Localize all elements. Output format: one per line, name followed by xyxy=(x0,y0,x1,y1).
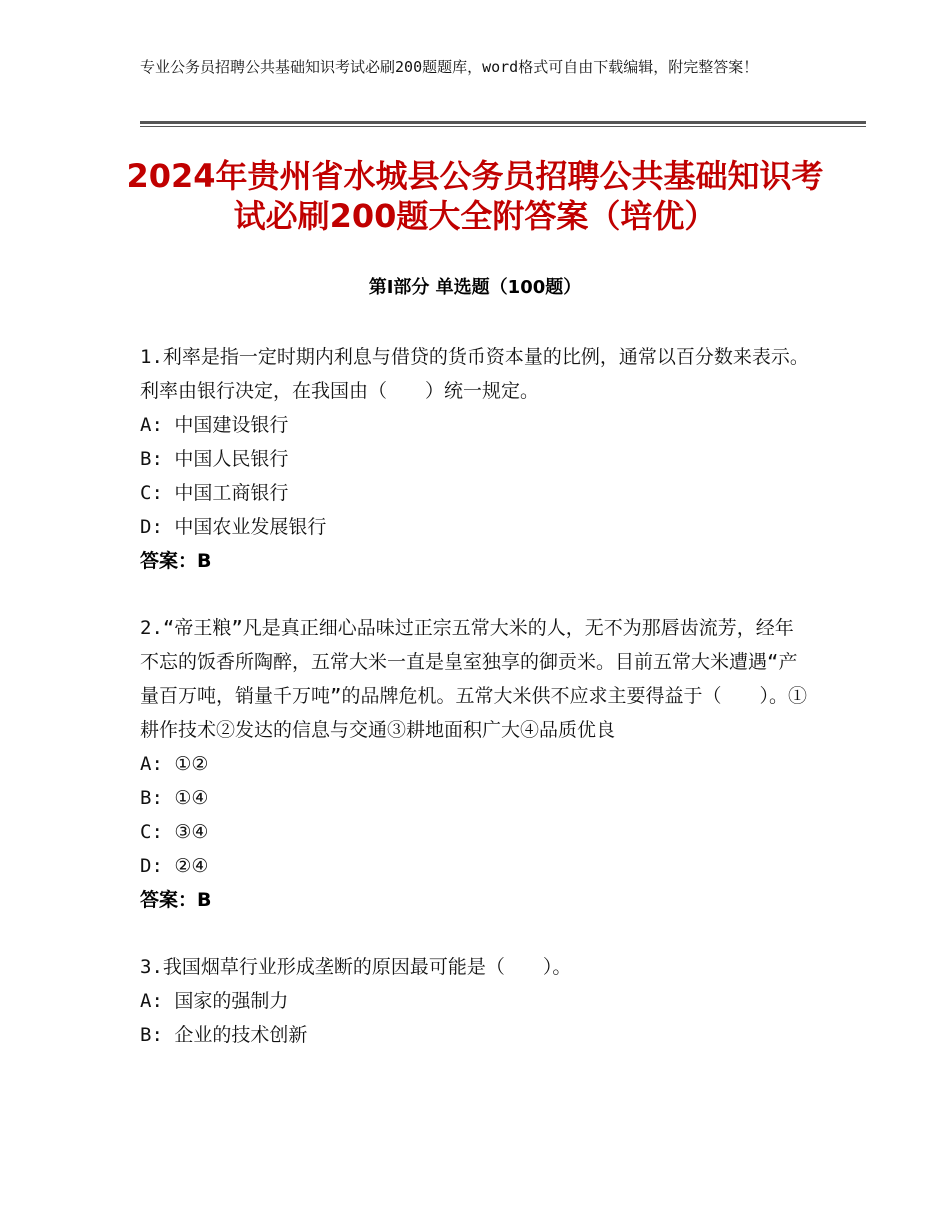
option-a: A: 中国建设银行 xyxy=(140,414,289,436)
question-2 xyxy=(140,611,810,917)
header-divider-thin xyxy=(140,126,866,127)
option-c: C: ③④ xyxy=(140,821,209,843)
option-d: D: ②④ xyxy=(140,855,209,877)
option-c: C: 中国工商银行 xyxy=(140,482,289,504)
header-note: 专业公务员招聘公共基础知识考试必刷200题题库，word格式可自由下载编辑，附完整答案！ xyxy=(140,58,759,76)
header-divider xyxy=(140,121,866,124)
option-b: B: ①④ xyxy=(140,787,209,809)
question-stem: 3.我国烟草行业形成垄断的原因最可能是（ ）。 xyxy=(140,956,572,978)
document-title: 2024年贵州省水城县公务员招聘公共基础知识考试必刷200题大全附答案（培优） xyxy=(126,157,824,235)
option-b: B: 企业的技术创新 xyxy=(140,1024,308,1046)
option-a: A: ①② xyxy=(140,753,209,775)
question-stem: 1.利率是指一定时期内利息与借贷的货币资本量的比例，通常以百分数来表示。利率由银行决定，在我国由（ ）统一规定。 xyxy=(140,346,809,402)
option-d: D: 中国农业发展银行 xyxy=(140,516,327,538)
answer-line: 答案：B xyxy=(140,889,212,911)
option-b: B: 中国人民银行 xyxy=(140,448,289,470)
answer-line: 答案：B xyxy=(140,550,212,572)
question-list xyxy=(140,340,810,1085)
question-1 xyxy=(140,340,810,578)
question-3 xyxy=(140,950,810,1052)
section-heading: 第Ⅰ部分 单选题（100题） xyxy=(368,277,582,298)
option-a: A: 国家的强制力 xyxy=(140,990,289,1012)
question-stem: 2.“帝王粮”凡是真正细心品味过正宗五常大米的人，无不为那唇齿流芳，经年不忘的饭香所陶醉，五常大米一直是皇室独享的御贡米。目前五常大米遭遇“产量百万吨，销量千万吨”的品牌危机。五常大米供不应求主要得益于（ ）。①耕作技术②发达的信息与交通③耕地面积广大④品质优良 xyxy=(140,617,807,741)
